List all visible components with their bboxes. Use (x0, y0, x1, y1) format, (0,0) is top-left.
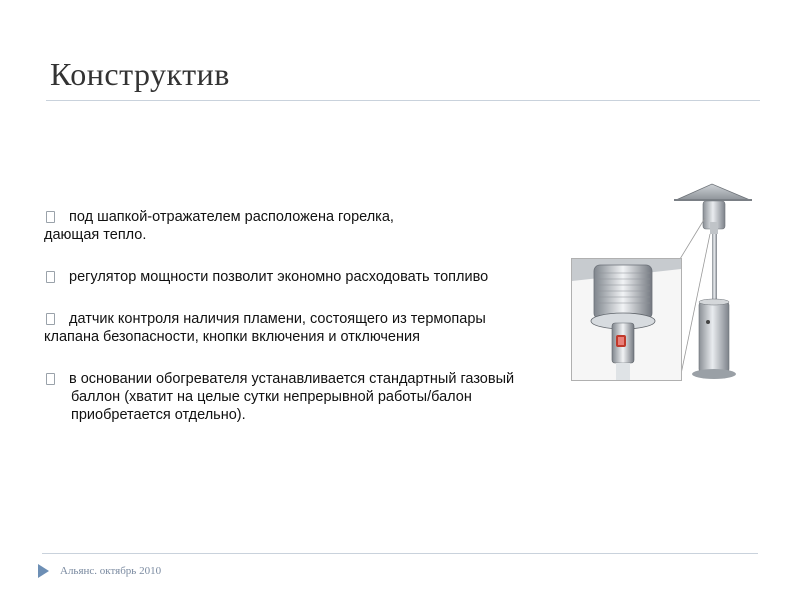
bullet-item (44, 370, 634, 424)
bullet-text-continued: клапана безопасности, кнопки включения и отключения (44, 329, 420, 345)
bullet-icon (46, 313, 55, 325)
bullet-text-continued: дающая тепло. (44, 227, 147, 243)
triangle-arrow-icon (38, 564, 49, 578)
bullet-text-continued: приобретается отдельно). (71, 407, 246, 423)
footer-divider (42, 553, 758, 554)
bullet-icon (46, 373, 55, 385)
burner-zoom-inset (571, 258, 682, 381)
bullet-item (44, 310, 634, 346)
bullet-text-continued: баллон (хватит на целые сутки непрерывной работы/балон (71, 389, 472, 405)
footer-caption: Альянс. октябрь 2010 (60, 565, 162, 577)
burner-closeup-image (572, 259, 681, 380)
bullet-text: под шапкой-отражателем расположена горелка, (69, 209, 394, 225)
bullet-icon (46, 271, 55, 283)
slide-title: Конструктив (50, 56, 230, 92)
bullet-text: регулятор мощности позволит экономно расходовать топливо (69, 269, 489, 285)
bullet-list (44, 208, 634, 424)
bullet-item (44, 268, 634, 286)
bullet-text: датчик контроля наличия пламени, состоящего из термопары (69, 311, 486, 327)
bullet-icon (46, 211, 55, 223)
bullet-item (44, 208, 634, 244)
title-divider (46, 100, 760, 101)
bullet-text: в основании обогревателя устанавливается стандартный газовый (69, 371, 515, 387)
